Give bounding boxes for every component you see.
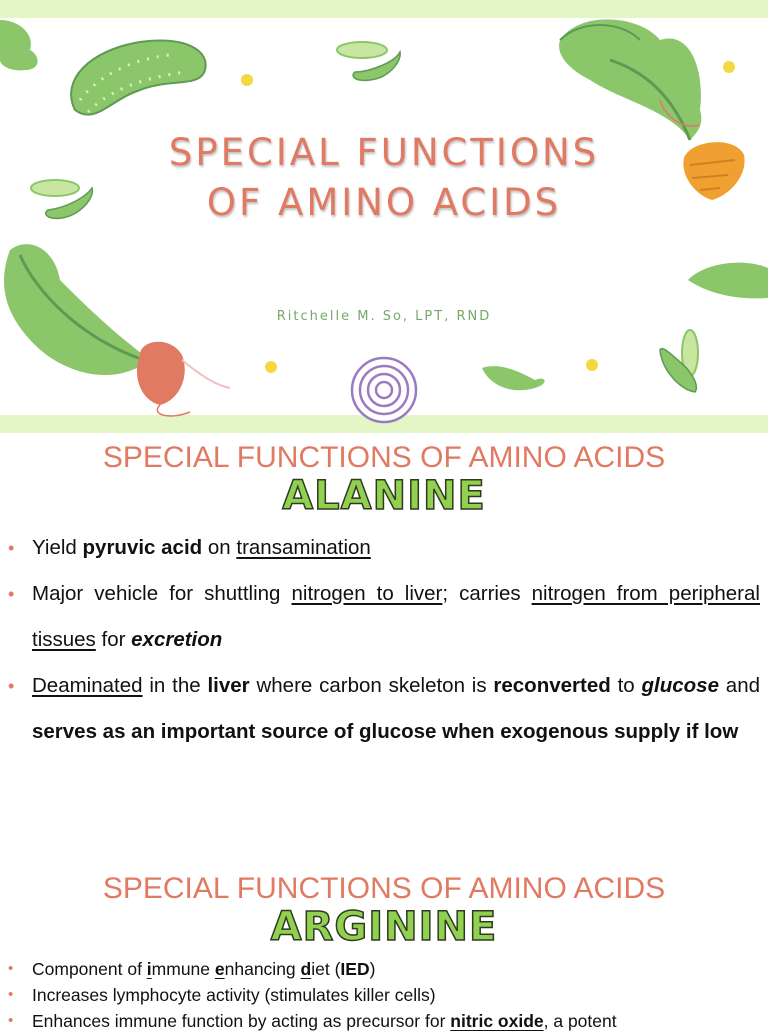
radish-icon — [4, 244, 230, 416]
leaf-icon — [0, 20, 38, 70]
dot-icon — [241, 74, 253, 86]
cucumber-slice-icon — [337, 42, 400, 80]
section-heading: SPECIAL FUNCTIONS OF AMINO ACIDS — [102, 441, 666, 474]
amino-acid-name: ARGININE — [270, 904, 498, 950]
slide-title — [0, 128, 768, 228]
dot-icon — [723, 61, 735, 73]
amino-acid-name: ALANINE — [282, 473, 486, 519]
title-slide — [0, 0, 768, 433]
dot-icon — [586, 359, 598, 371]
list-item: • Deaminated in the liver where carbon skeleton is reconverted to glucose and serves as an important source of glucose when exogenous supply if low — [8, 663, 760, 755]
onion-icon — [352, 358, 416, 422]
alanine-slide — [0, 433, 768, 853]
list-item: • Enhances immune function by acting as precursor for nitric oxide, a potent — [8, 1008, 760, 1034]
section-heading: SPECIAL FUNCTIONS OF AMINO ACIDS — [102, 872, 666, 905]
leaf-icon — [688, 263, 768, 299]
list-item: • Yield pyruvic acid on transamination — [8, 525, 760, 571]
leaf-icon — [482, 366, 545, 390]
author-name: Ritchelle M. So, LPT, RND — [276, 309, 492, 324]
list-item: • Component of immune enhancing diet (IED) — [8, 956, 760, 982]
arginine-slide — [0, 860, 768, 1031]
title-line-2: OF AMINO ACIDS — [206, 181, 562, 224]
list-item: • Increases lymphocyte activity (stimulates killer cells) — [8, 982, 760, 1008]
bullet-list — [8, 956, 760, 1034]
title-line-1: SPECIAL FUNCTIONS — [168, 131, 600, 174]
dot-icon — [265, 361, 277, 373]
cucumber-icon — [71, 41, 206, 115]
cucumber-slice-icon — [660, 330, 698, 392]
list-item: • Major vehicle for shuttling nitrogen to liver; carries nitrogen from peripheral tissues for excretion — [8, 571, 760, 663]
bullet-list — [8, 525, 760, 755]
